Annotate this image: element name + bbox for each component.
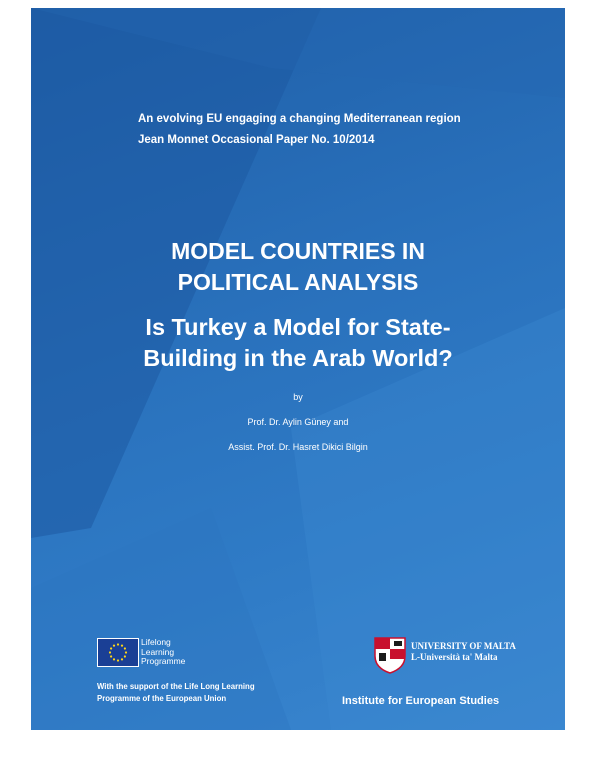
support-line-2: Programme of the European Union	[97, 694, 227, 703]
series-title: An evolving EU engaging a changing Mediterranean region	[138, 113, 461, 125]
university-name	[411, 641, 516, 663]
series-header	[138, 109, 461, 151]
support-line-1: With the support of the Life Long Learning	[97, 682, 255, 691]
cover-page	[31, 8, 565, 730]
lifelong-learning-label	[141, 638, 185, 667]
programme-line-2: Learning	[141, 646, 175, 657]
university-line-1: UNIVERSITY OF MALTA	[411, 641, 516, 651]
subtitle	[31, 312, 565, 374]
main-title	[31, 236, 565, 298]
by-label: by	[293, 392, 303, 402]
paper-number: Jean Monnet Occasional Paper No. 10/2014	[138, 134, 375, 146]
main-title-line-2: POLITICAL ANALYSIS	[177, 269, 419, 295]
institute-name: Institute for European Studies	[342, 695, 500, 707]
support-statement	[97, 681, 255, 705]
author-1: Prof. Dr. Aylin Güney and	[247, 417, 349, 427]
programme-line-3: Programme	[141, 656, 186, 666]
programme-line-1: Lifelong	[141, 637, 171, 647]
university-line-2: L-Università ta' Malta	[411, 652, 498, 662]
subtitle-line-2: Building in the Arab World?	[143, 345, 453, 371]
eu-flag-icon	[97, 638, 139, 667]
university-crest-icon	[373, 636, 407, 674]
main-title-line-1: MODEL COUNTRIES IN	[171, 238, 425, 264]
author-2: Assist. Prof. Dr. Hasret Dikici Bilgin	[228, 442, 368, 452]
subtitle-line-1: Is Turkey a Model for State-	[145, 314, 451, 340]
